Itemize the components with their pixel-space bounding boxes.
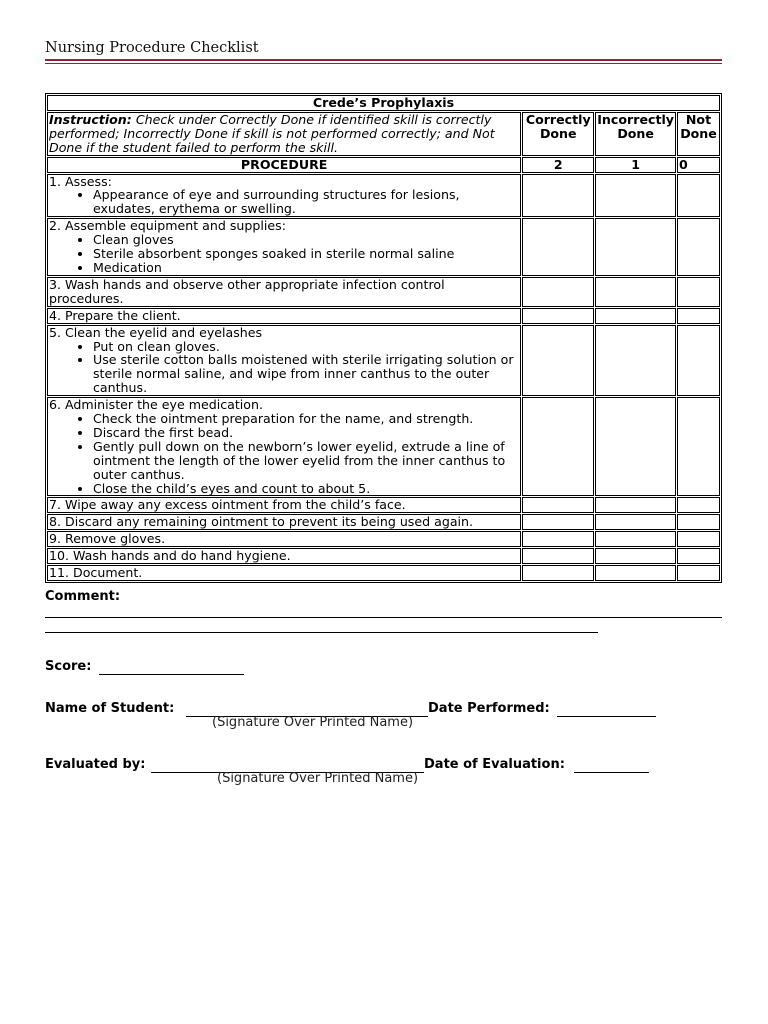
checkbox-cell-correctly-done[interactable] bbox=[522, 397, 594, 496]
step-text: 11. Document. bbox=[49, 565, 143, 581]
step-text: 10. Wash hands and do hand hygiene. bbox=[49, 548, 291, 564]
step-description bbox=[47, 218, 521, 276]
date-performed-label: Date Performed: bbox=[428, 701, 550, 716]
comment-label: Comment: bbox=[45, 589, 121, 604]
step-bullet-list bbox=[49, 412, 519, 495]
procedure-header: PROCEDURE bbox=[47, 157, 521, 173]
checkbox-cell-correctly-done[interactable] bbox=[522, 174, 594, 218]
step-bullet: • Sterile absorbent sponges soaked in sterile normal saline bbox=[93, 247, 519, 261]
step-bullet-list bbox=[49, 188, 519, 216]
checkbox-cell-incorrectly-done[interactable] bbox=[595, 514, 676, 530]
procedure-step-row bbox=[47, 548, 720, 564]
date-evaluation-field[interactable] bbox=[574, 772, 649, 773]
checkbox-cell-correctly-done[interactable] bbox=[522, 514, 594, 530]
student-name-label: Name of Student: bbox=[45, 701, 175, 716]
procedure-step-row bbox=[47, 277, 720, 307]
step-description bbox=[47, 308, 521, 324]
checkbox-cell-correctly-done[interactable] bbox=[522, 565, 594, 581]
checkbox-cell-correctly-done[interactable] bbox=[522, 497, 594, 513]
checkbox-cell-not-done[interactable] bbox=[677, 514, 720, 530]
step-bullet: • Check the ointment preparation for the name, and strength. bbox=[93, 412, 519, 426]
step-text: 9. Remove gloves. bbox=[49, 531, 166, 547]
checkbox-cell-incorrectly-done[interactable] bbox=[595, 308, 676, 324]
student-signature-caption: (Signature Over Printed Name) bbox=[212, 715, 414, 730]
checkbox-cell-not-done[interactable] bbox=[677, 548, 720, 564]
step-text: 1. Assess: bbox=[49, 173, 112, 189]
step-text: 5. Clean the eyelid and eyelashes bbox=[49, 324, 263, 340]
checkbox-cell-not-done[interactable] bbox=[677, 218, 720, 276]
procedure-step-row bbox=[47, 497, 720, 513]
score-label: Score: bbox=[45, 659, 92, 674]
step-text: 4. Prepare the client. bbox=[49, 307, 181, 323]
checkbox-cell-correctly-done[interactable] bbox=[522, 325, 594, 397]
step-text: 6. Administer the eye medication. bbox=[49, 397, 263, 413]
step-bullet: • Close the child’s eyes and count to about 5. bbox=[93, 482, 519, 496]
checkbox-cell-correctly-done[interactable] bbox=[522, 308, 594, 324]
checkbox-cell-incorrectly-done[interactable] bbox=[595, 277, 676, 307]
score-not-done: 0 bbox=[677, 157, 720, 173]
step-bullet: • Medication bbox=[93, 261, 519, 275]
step-bullet: • Put on clean gloves. bbox=[93, 340, 519, 354]
instruction-row bbox=[47, 112, 720, 156]
checkbox-cell-not-done[interactable] bbox=[677, 308, 720, 324]
checkbox-cell-correctly-done[interactable] bbox=[522, 548, 594, 564]
table-title-row bbox=[47, 95, 720, 111]
evaluator-signature-caption: (Signature Over Printed Name) bbox=[217, 771, 419, 786]
date-evaluation-label: Date of Evaluation: bbox=[424, 757, 565, 772]
procedure-title: Crede’s Prophylaxis bbox=[47, 95, 720, 111]
checkbox-cell-not-done[interactable] bbox=[677, 565, 720, 581]
score-incorrectly-done: 1 bbox=[595, 157, 676, 173]
step-description bbox=[47, 531, 521, 547]
step-description bbox=[47, 277, 521, 307]
step-bullet: • Clean gloves bbox=[93, 233, 519, 247]
checkbox-cell-correctly-done[interactable] bbox=[522, 218, 594, 276]
instruction-label: Instruction: bbox=[49, 111, 132, 127]
step-bullet: • Discard the first bead. bbox=[93, 426, 519, 440]
step-bullet: • Use sterile cotton balls moistened with sterile irrigating solution or sterile normal saline, and wipe from inner canthus to the outer canthus. bbox=[93, 353, 519, 395]
step-description bbox=[47, 325, 521, 397]
step-text: 2. Assemble equipment and supplies: bbox=[49, 218, 286, 234]
step-description bbox=[47, 514, 521, 530]
score-field[interactable] bbox=[99, 674, 244, 675]
procedure-step-row bbox=[47, 514, 720, 530]
checkbox-cell-not-done[interactable] bbox=[677, 397, 720, 496]
step-text: 8. Discard any remaining ointment to prevent its being used again. bbox=[49, 514, 474, 530]
checkbox-cell-incorrectly-done[interactable] bbox=[595, 325, 676, 397]
step-description bbox=[47, 548, 521, 564]
checkbox-cell-incorrectly-done[interactable] bbox=[595, 497, 676, 513]
date-performed-field[interactable] bbox=[557, 716, 656, 717]
step-bullet: • Appearance of eye and surrounding structures for lesions, exudates, erythema or swelling. bbox=[93, 188, 519, 216]
comment-line-2[interactable] bbox=[45, 632, 598, 633]
page-title: Nursing Procedure Checklist bbox=[45, 40, 259, 56]
checkbox-cell-not-done[interactable] bbox=[677, 174, 720, 218]
procedure-step-row bbox=[47, 565, 720, 581]
instruction-text bbox=[47, 112, 521, 156]
checkbox-cell-not-done[interactable] bbox=[677, 277, 720, 307]
checkbox-cell-not-done[interactable] bbox=[677, 531, 720, 547]
column-header-correctly-done: Correctly Done bbox=[522, 112, 594, 156]
evaluator-label: Evaluated by: bbox=[45, 757, 146, 772]
procedure-header-row bbox=[47, 157, 720, 173]
checkbox-cell-incorrectly-done[interactable] bbox=[595, 397, 676, 496]
checkbox-cell-incorrectly-done[interactable] bbox=[595, 531, 676, 547]
step-description bbox=[47, 397, 521, 496]
step-description bbox=[47, 174, 521, 218]
step-bullet-list bbox=[49, 233, 519, 275]
column-header-incorrectly-done: Incorrectly Done bbox=[595, 112, 676, 156]
checkbox-cell-incorrectly-done[interactable] bbox=[595, 174, 676, 218]
checkbox-cell-correctly-done[interactable] bbox=[522, 277, 594, 307]
checkbox-cell-not-done[interactable] bbox=[677, 497, 720, 513]
checkbox-cell-correctly-done[interactable] bbox=[522, 531, 594, 547]
step-description bbox=[47, 497, 521, 513]
procedure-step-row bbox=[47, 308, 720, 324]
header-divider bbox=[45, 59, 722, 64]
step-text: 3. Wash hands and observe other appropriate infection control procedures. bbox=[49, 276, 445, 306]
procedure-step-row bbox=[47, 325, 720, 397]
checkbox-cell-incorrectly-done[interactable] bbox=[595, 565, 676, 581]
procedure-step-row bbox=[47, 174, 720, 218]
step-description bbox=[47, 565, 521, 581]
step-text: 7. Wipe away any excess ointment from the child’s face. bbox=[49, 497, 406, 513]
checkbox-cell-incorrectly-done[interactable] bbox=[595, 548, 676, 564]
procedure-step-row bbox=[47, 218, 720, 276]
instruction-body: Check under Correctly Done if identified skill is correctly performed; Incorrectly Done if skill is not performed correctly; and Not Done if the student failed to perform the skill. bbox=[49, 111, 495, 155]
procedure-step-row bbox=[47, 531, 720, 547]
column-header-not-done: Not Done bbox=[677, 112, 720, 156]
step-bullet-list bbox=[49, 340, 519, 396]
comment-line-1[interactable] bbox=[45, 617, 722, 618]
step-bullet: • Gently pull down on the newborn’s lower eyelid, extrude a line of ointment the length of the lower eyelid from the inner canthus to outer canthus. bbox=[93, 440, 519, 482]
checkbox-cell-incorrectly-done[interactable] bbox=[595, 218, 676, 276]
score-correctly-done: 2 bbox=[522, 157, 594, 173]
procedure-step-row bbox=[47, 397, 720, 496]
checklist-table bbox=[45, 93, 722, 583]
checkbox-cell-not-done[interactable] bbox=[677, 325, 720, 397]
